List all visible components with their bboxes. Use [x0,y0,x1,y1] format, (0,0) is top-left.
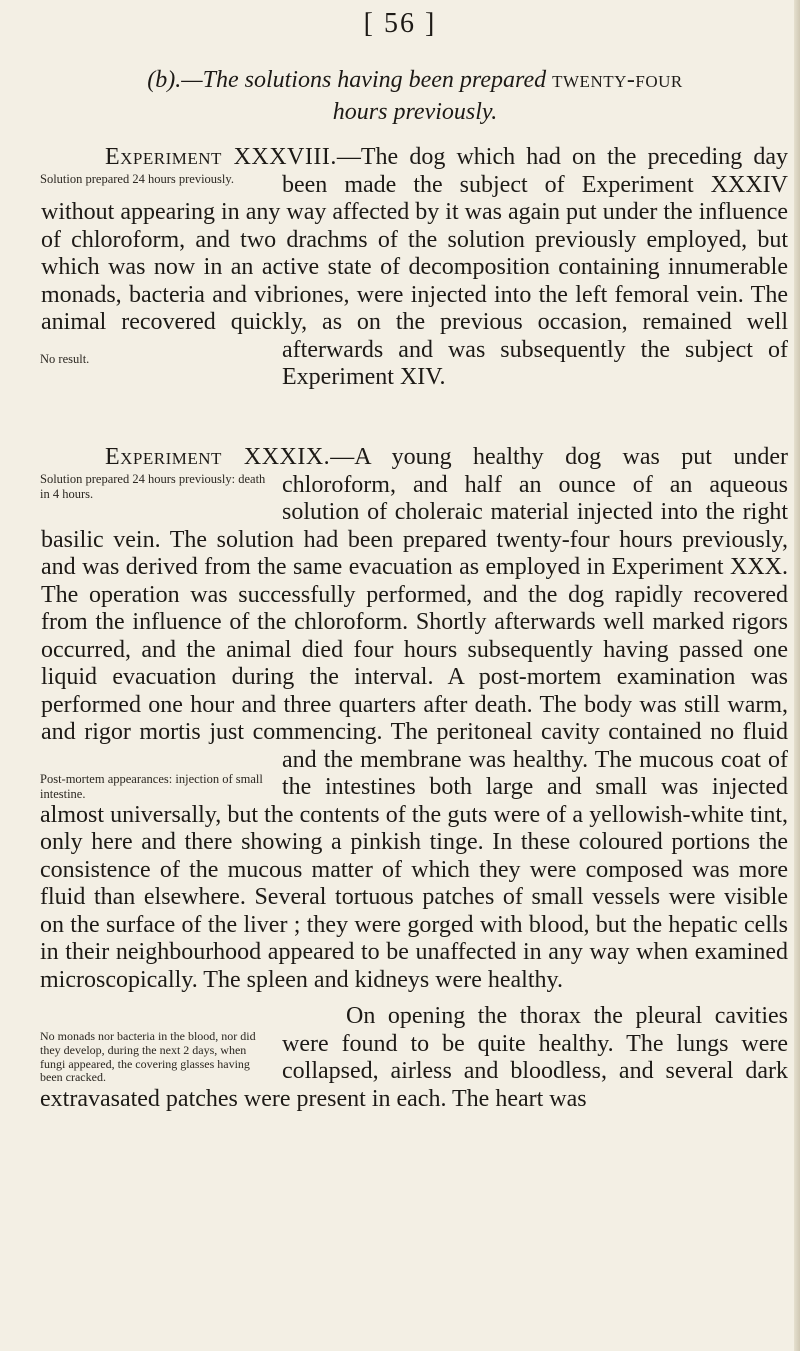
section-heading [110,64,720,128]
paragraph-text: —A young healthy dog was put under chloroform, and half an ounce of an aqueous solution of choleraic material injected into the right basilic vein. The solution had been prepared twenty-four hours previously, and was derived from the same evacuation as employed in Experiment XXX. The operation was successfully performed, and the dog rapidly recovered from the influence of the chloroform. Shortly afterwards well marked rigors occurred, and the animal died four hours subsequently having passed one liquid evacuation during the interval. A post-mortem examination was performed one hour and three quarters after death. The body was still warm, and rigor mortis just commencing. The peritoneal cavity contained no fluid and the membrane was healthy. The mucous coat of the intestines both large and small was injected almost universally, but the contents of the guts were of a yellowish-white tint, only here and there showing a pinkish tinge. In these coloured portions the consistence of the mucous matter of which they were composed was more fluid than elsewhere. Several tortuous patches of small vessels were visible on the surface of the liver ; they were gorged with blood, but the hepatic cells in their neighbourhood appeared to be unaffected in any way when examined microscopically. The spleen and kidneys were healthy. [40,444,788,993]
heading-smallcaps: twenty-four [552,67,683,93]
heading-prefix: (b).— [147,67,203,93]
margin-note: Solution prepared 24 hours previously: death in 4 hours. [40,471,266,501]
margin-note: No monads nor bacteria in the blood, nor did they develop, during the next 2 days, when fungi appeared, the covering glasses having been cracked. [40,1029,256,1085]
paragraph-text: On opening the thorax the pleural cavities were found to be quite healthy. The lungs were collapsed, airless and bloodless, and several dark extravasated patches were present in each. The heart was [40,1003,788,1112]
paragraph-thorax [40,1003,788,1113]
heading-line2: hours previously. [332,99,498,125]
heading-italic: The solutions having been prepared [202,67,553,93]
paragraph-text: —The dog which had on the preceding day been made the subject of Experiment XXXIV without appearing in any way affected by it was again put under the influence of chloroform, and two drachms of the solution previously employed, but which was now in an active state of decomposition containing innumerable monads, bacteria and vibriones, were injected into the left femoral vein. The animal recovered quickly, as on the previous occasion, remained well afterwards and was subsequently the subject of Experiment XIV. [41,144,788,390]
margin-note: No result. [40,351,90,366]
page-edge [794,0,800,1351]
margin-note: Solution prepared 24 hours previously. [40,171,234,186]
experiment-lead: Experiment XXXVIII. [105,144,337,170]
paragraph-experiment-39 [40,444,788,994]
margin-note: Post-mortem appearances: injection of small intestine. [40,771,263,801]
experiment-lead: Experiment XXXIX. [105,444,331,470]
paragraph-experiment-38 [40,144,788,392]
page-number: [ 56 ] [363,8,437,39]
